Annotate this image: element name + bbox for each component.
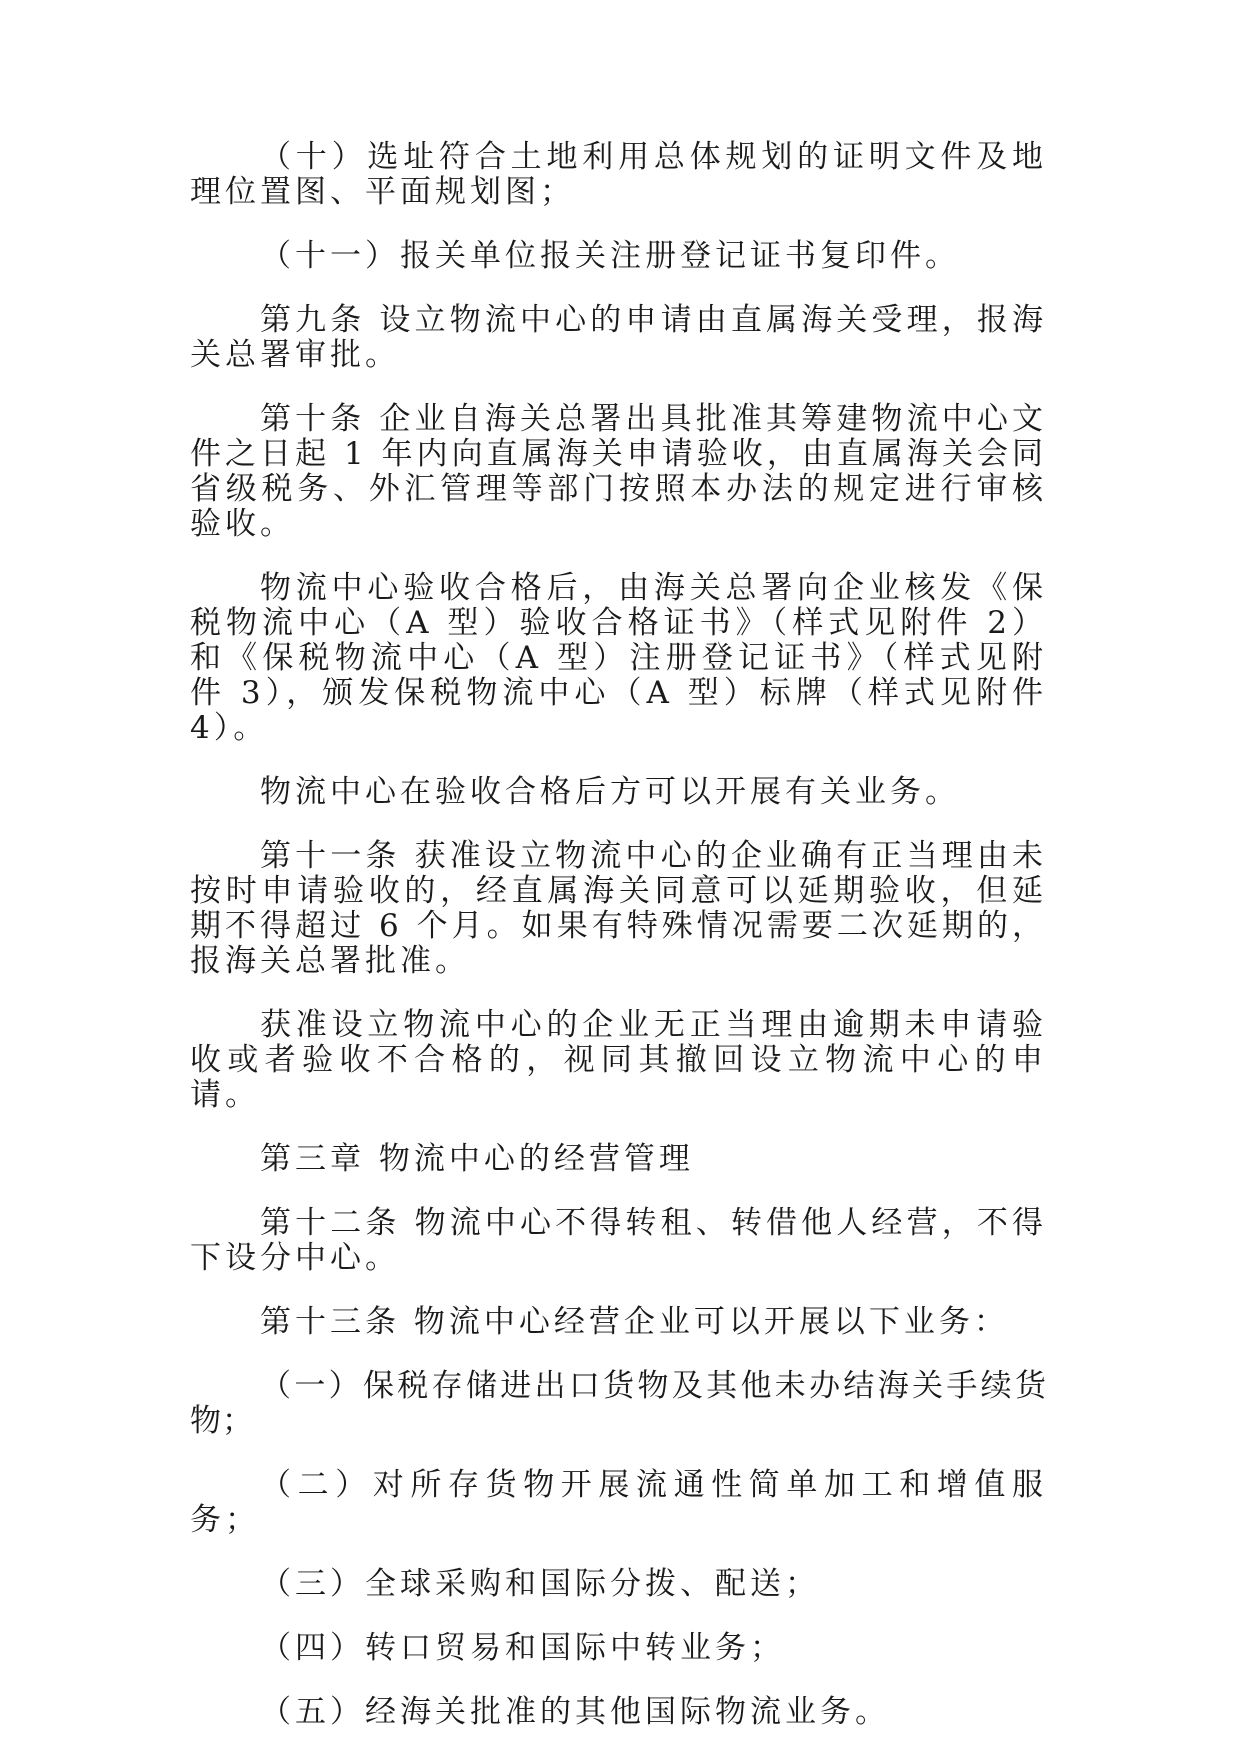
paragraph-acceptance-certificates: 物流中心验收合格后，由海关总署向企业核发《保税物流中心（A 型）验收合格证书》（样式见附件 2）和《保税物流中心（A 型）注册登记证书》（样式见附件 3），颁发保税物流中心（A 型）标牌（样式见附件 4）。	[190, 570, 1047, 746]
paragraph-article-9: 第九条 设立物流中心的申请由直属海关受理，报海关总署审批。	[190, 302, 1047, 373]
list-item-1: （一）保税存储进出口货物及其他未办结海关手续货物；	[190, 1368, 1047, 1439]
list-item-5: （五）经海关批准的其他国际物流业务。	[260, 1694, 890, 1730]
list-item-2: （二）对所存货物开展流通性简单加工和增值服务；	[190, 1467, 1047, 1538]
list-item-4: （四）转口贸易和国际中转业务；	[260, 1630, 785, 1666]
paragraph-item-11: （十一）报关单位报关注册登记证书复印件。	[260, 238, 960, 274]
paragraph-article-12: 第十二条 物流中心不得转租、转借他人经营，不得下设分中心。	[190, 1205, 1047, 1276]
paragraph-article-13: 第十三条 物流中心经营企业可以开展以下业务：	[260, 1304, 1009, 1340]
document-body	[190, 140, 1047, 1759]
paragraph-business-after-acceptance: 物流中心在验收合格后方可以开展有关业务。	[260, 774, 960, 810]
paragraph-article-10: 第十条 企业自海关总署出具批准其筹建物流中心文件之日起 1 年内向直属海关申请验收，由直属海关会同省级税务、外汇管理等部门按照本办法的规定进行审核验收。	[190, 401, 1047, 542]
paragraph-item-10: （十）选址符合土地利用总体规划的证明文件及地理位置图、平面规划图；	[190, 139, 1047, 210]
paragraph-article-11: 第十一条 获准设立物流中心的企业确有正当理由未按时申请验收的，经直属海关同意可以延期验收，但延期不得超过 6 个月。如果有特殊情况需要二次延期的，报海关总署批准。	[190, 838, 1047, 979]
list-item-3: （三）全球采购和国际分拨、配送；	[260, 1566, 820, 1602]
paragraph-withdrawal: 获准设立物流中心的企业无正当理由逾期未申请验收或者验收不合格的，视同其撤回设立物流中心的申请。	[190, 1007, 1047, 1113]
chapter-heading: 第三章 物流中心的经营管理	[260, 1141, 694, 1177]
